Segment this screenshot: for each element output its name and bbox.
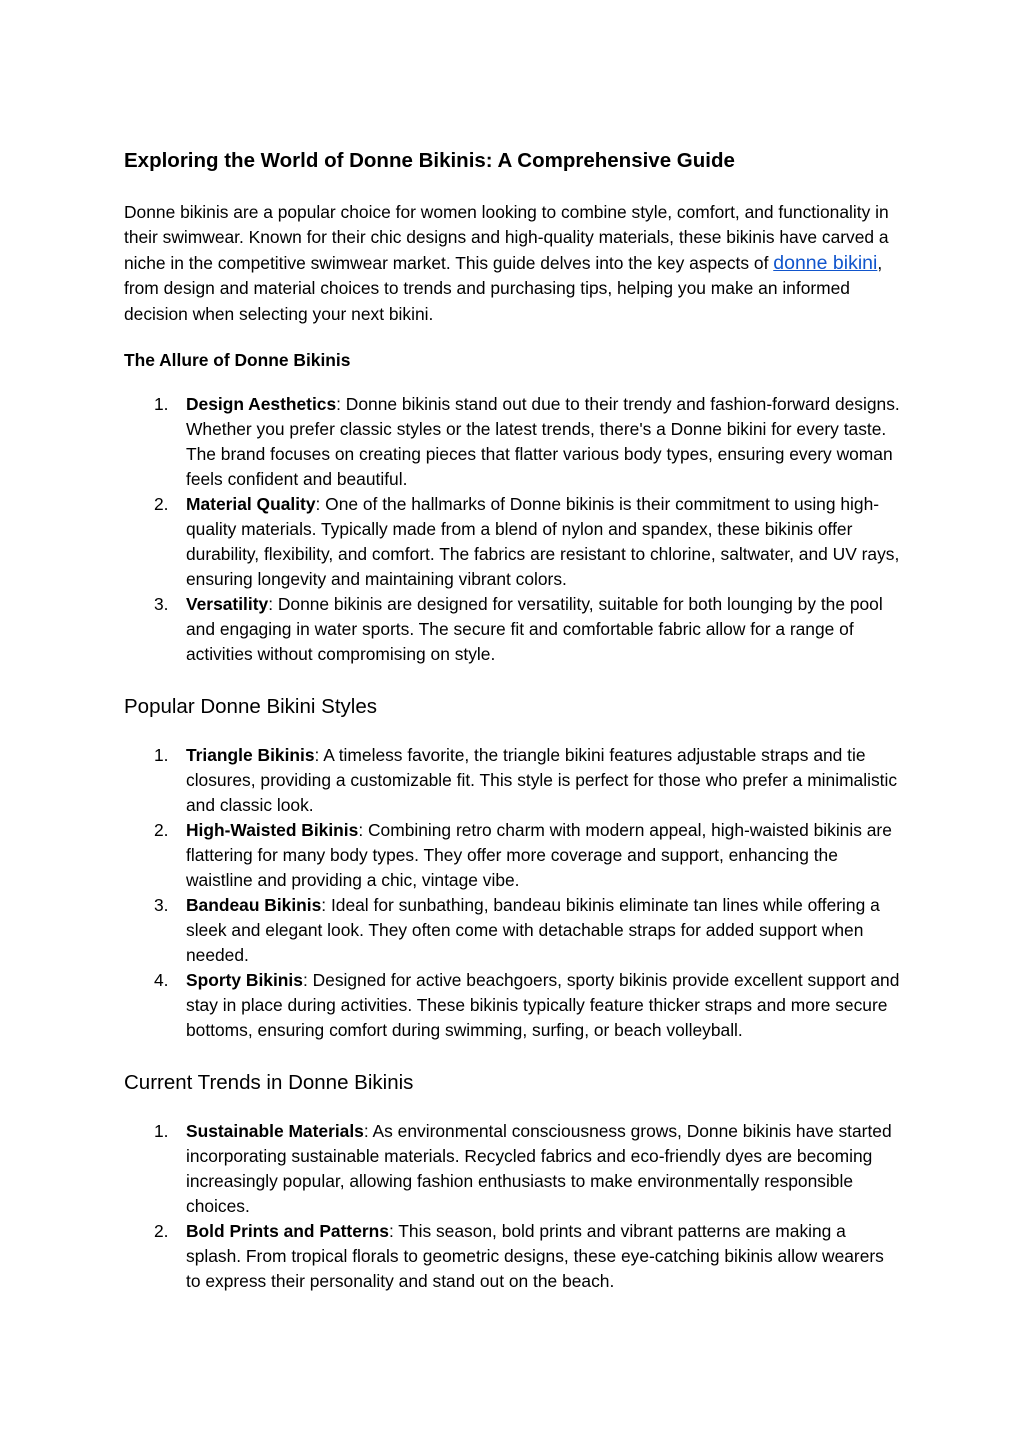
list-term: High-Waisted Bikinis — [186, 820, 359, 841]
intro-paragraph — [124, 200, 900, 327]
list-number: 2. — [154, 494, 169, 515]
document-page — [124, 145, 900, 1319]
styles-heading: Popular Donne Bikini Styles — [124, 695, 377, 719]
list-text: : Donne bikinis stand out due to their trendy and fashion-forward designs. Whether you prefer classic styles or the latest trends, there's a Donne bikini for every taste. The brand focuses on creating pieces that flatter various body types, ensuring every woman feels confident and beautiful. — [186, 394, 900, 490]
list-number: 1. — [154, 745, 169, 766]
styles-list — [124, 743, 900, 1043]
list-text: : As environmental consciousness grows, Donne bikinis have started incorporating sustainable materials. Recycled fabrics and eco-friendly dyes are becoming increasingly popular, allowing fashion enthusiasts to make environmentally responsible choices. — [186, 1121, 892, 1217]
list-number: 3. — [154, 594, 169, 615]
list-item — [124, 1119, 900, 1219]
list-item — [124, 968, 900, 1043]
allure-list — [124, 392, 900, 667]
list-text: : This season, bold prints and vibrant patterns are making a splash. From tropical florals to geometric designs, these eye-catching bikinis allow wearers to express their personality and stand out on the beach. — [186, 1221, 884, 1292]
trends-list — [124, 1119, 900, 1294]
list-text: : Combining retro charm with modern appeal, high-waisted bikinis are flattering for many body types. They offer more coverage and support, enhancing the waistline and providing a chic, vintage vibe. — [186, 820, 892, 891]
allure-heading: The Allure of Donne Bikinis — [124, 350, 351, 371]
list-term: Design Aesthetics — [186, 394, 337, 415]
list-number: 3. — [154, 895, 169, 916]
list-item — [124, 1219, 900, 1294]
list-item — [124, 818, 900, 893]
list-number: 4. — [154, 970, 169, 991]
list-term: Sporty Bikinis — [186, 970, 303, 991]
list-text: : Donne bikinis are designed for versatility, suitable for both lounging by the pool and engaging in water sports. The secure fit and comfortable fabric allow for a range of activities without compromising on style. — [186, 594, 883, 665]
list-term: Material Quality — [186, 494, 316, 515]
list-text: : Designed for active beachgoers, sporty bikinis provide excellent support and stay in place during activities. These bikinis typically feature thicker straps and more secure bottoms, ensuring comfort during swimming, surfing, or beach volleyball. — [186, 970, 900, 1041]
list-number: 1. — [154, 394, 169, 415]
list-number: 2. — [154, 820, 169, 841]
list-item — [124, 893, 900, 968]
list-item — [124, 743, 900, 818]
page-title: Exploring the World of Donne Bikinis: A Comprehensive Guide — [124, 149, 735, 172]
list-item — [124, 592, 900, 667]
list-text: : A timeless favorite, the triangle bikini features adjustable straps and tie closures, providing a customizable fit. This style is perfect for those who prefer a minimalistic and classic look. — [186, 745, 898, 816]
list-term: Triangle Bikinis — [186, 745, 315, 766]
list-term: Bandeau Bikinis — [186, 895, 322, 916]
list-number: 2. — [154, 1221, 169, 1242]
intro-text-before: Donne bikinis are a popular choice for women looking to combine style, comfort, and functionality in their swimwear. Known for their chic designs and high-quality materials, these bikinis have carved a niche in the competitive swimwear market. This guide delves into the key aspects of — [124, 202, 889, 273]
list-item — [124, 492, 900, 592]
donne-bikini-link[interactable]: donne bikini — [773, 251, 878, 274]
trends-heading: Current Trends in Donne Bikinis — [124, 1071, 414, 1095]
intro-text-after: , from design and material choices to trends and purchasing tips, helping you make an informed decision when selecting your next bikini. — [124, 252, 883, 324]
list-term: Bold Prints and Patterns — [186, 1221, 389, 1242]
list-term: Versatility — [186, 594, 269, 615]
list-number: 1. — [154, 1121, 169, 1142]
list-text: : One of the hallmarks of Donne bikinis is their commitment to using high-quality materials. Typically made from a blend of nylon and spandex, these bikinis offer durability, flexibility, and comfort. The fabrics are resistant to chlorine, saltwater, and UV rays, ensuring longevity and maintaining vibrant colors. — [186, 494, 900, 590]
list-term: Sustainable Materials — [186, 1121, 364, 1142]
list-item — [124, 392, 900, 492]
list-text: : Ideal for sunbathing, bandeau bikinis eliminate tan lines while offering a sleek and elegant look. They often come with detachable straps for added support when needed. — [186, 895, 880, 966]
